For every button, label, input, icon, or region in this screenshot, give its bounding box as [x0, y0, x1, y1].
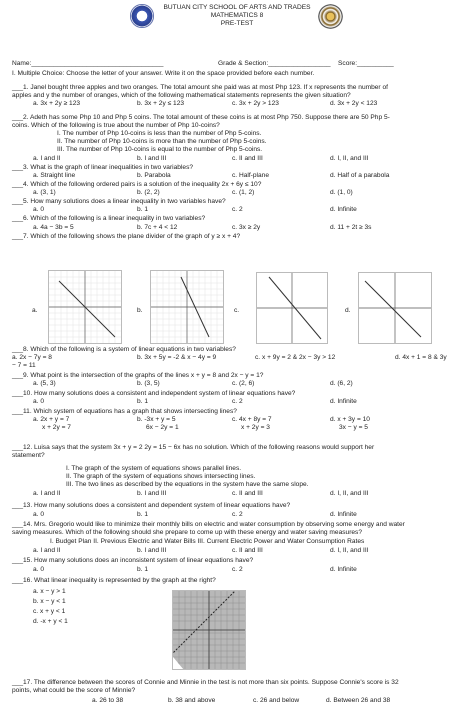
- q12-option: c. II and III: [232, 490, 263, 497]
- q7-option-letter: d.: [345, 307, 351, 314]
- q13-option: c. 2: [232, 511, 243, 518]
- grade-field-label: Grade & Section:_________________: [218, 60, 331, 67]
- q2-line-1: ___2. Adeth has some Php 10 and Php 5 coins. The total amount of these coins is at most Php 750. Suppose there are 50 Php 5-: [12, 114, 390, 121]
- q3-option: d. Half of a parabola: [330, 172, 390, 179]
- q10-line: ___10. How many solutions does a consistent and independent system of linear equations have?: [12, 390, 296, 397]
- q14-option: d. I, II, and III: [330, 547, 369, 554]
- q1-option: d. 3x + 2y < 123: [330, 100, 378, 107]
- q6-option: c. 3x ≥ 2y: [232, 224, 261, 231]
- q2-statement-ii: II. The number of Php 10-coins is more than the number of Php 5-coins.: [57, 138, 267, 145]
- q11-option: c. 4x + 8y = 7: [232, 416, 272, 423]
- q3-option: c. Half-plane: [232, 172, 270, 179]
- test-title: PRE-TEST: [220, 20, 254, 27]
- q12-statement-iii: III. The two lines as described by the equations in the system have the same slope.: [66, 481, 309, 488]
- q2-statement-i: I. The number of Php 10-coins is less than the number of Php 5-coins.: [57, 130, 262, 137]
- q14-option: c. II and III: [232, 547, 263, 554]
- q5-option: b. 1: [137, 206, 148, 213]
- q1-line-2: apples and y the number of oranges, which of the following mathematical statements represents the given situation?: [12, 92, 351, 99]
- name-field-label: Name:____________________________________: [12, 60, 164, 67]
- q14-line-3: I. Budget Plan II. Previous Electric and Water Bills III. Current Electric Power and Water Consumption Rates: [50, 538, 365, 545]
- q8-option: c. x + 9y = 2 & 2x − 3y > 12: [255, 354, 336, 361]
- q12-statement-i: I. The graph of the system of equations shows parallel lines.: [66, 465, 242, 472]
- q3-line: ___3. What is the graph of linear inequalities in two variables?: [12, 164, 194, 171]
- q4-option: b. (2, 2): [137, 189, 160, 196]
- q15-line: ___15. How many solutions does an inconsistent system of linear equations have?: [12, 557, 254, 564]
- q12-statement-ii: II. The graph of the system of equations shows intersecting lines.: [66, 473, 256, 480]
- q3-option: b. Parabola: [137, 172, 171, 179]
- subject-name: MATHEMATICS 8: [210, 12, 264, 19]
- q11-option-line2: 3x − y = 5: [339, 424, 368, 431]
- q7-graph-c: [256, 272, 328, 344]
- q12-line-2: statement?: [12, 452, 45, 459]
- instructions: I. Multiple Choice: Choose the letter of your answer. Write it on the space provided before each number.: [12, 70, 315, 77]
- q6-option: b. 7c + 4 < 12: [137, 224, 178, 231]
- q9-option: b. (3, 5): [137, 380, 160, 387]
- q7-option-letter: a.: [32, 307, 38, 314]
- q2-line-2: coins. Which of the following is true about the number of Php 10-coins?: [12, 122, 220, 129]
- q5-option: d. Infinite: [330, 206, 357, 213]
- q7-graph-a: [48, 270, 122, 344]
- q7-option-letter: c.: [234, 307, 240, 314]
- q14-line-2: saving measures. Which of the following should she prepare to come up with these energy and water saving measures?: [12, 529, 363, 536]
- q10-option: a. 0: [33, 398, 44, 405]
- q8-line: ___8. Which of the following is a system of linear equations in two variables?: [12, 346, 236, 353]
- q11-option-line2: 6x − 2y = 1: [146, 424, 179, 431]
- q4-line: ___4. Which of the following ordered pairs is a solution of the inequality 2x + 6y ≤ 10?: [12, 181, 262, 188]
- q1-option: b. 3x + 2y ≤ 123: [137, 100, 185, 107]
- q9-option: a. (5, 3): [33, 380, 56, 387]
- q8-option: d. 4x + 1 = 8 & 3y: [395, 354, 447, 361]
- q5-option: a. 0: [33, 206, 44, 213]
- q15-option: a. 0: [33, 566, 44, 573]
- q15-option: b. 1: [137, 566, 148, 573]
- q6-option: d. 11 + 2t ≥ 3s: [330, 224, 372, 231]
- q8-option: a. 2x − 7y = 8: [12, 354, 52, 361]
- q17-line-2: points, what could be the score of Minnie?: [12, 687, 136, 694]
- q7-graph-d: [358, 272, 432, 344]
- q16-graph: [172, 590, 246, 670]
- q16-option: d. -x + y < 1: [33, 618, 68, 625]
- q4-option: d. (1, 0): [330, 189, 353, 196]
- q4-option: a. (3, 1): [33, 189, 56, 196]
- q2-option: b. I and III: [137, 155, 167, 162]
- q12-option: a. I and II: [33, 490, 61, 497]
- q2-option: a. I and II: [33, 155, 61, 162]
- q4-option: c. (1, 2): [232, 189, 255, 196]
- q2-statement-iii: III. The number of Php 10-coins is equal to the number of Php 5-coins.: [57, 146, 263, 153]
- q16-option: a. x − y > 1: [33, 588, 66, 595]
- q13-option: a. 0: [33, 511, 44, 518]
- q9-line: ___9. What point is the intersection of the graphs of the lines x + y = 8 and 2x − y = 1?: [12, 372, 264, 379]
- q13-option: b. 1: [137, 511, 148, 518]
- q1-option: a. 3x + 2y ≥ 123: [33, 100, 81, 107]
- q5-line: ___5. How many solutions does a linear inequality in two variables have?: [12, 198, 226, 205]
- q7-option-letter: b.: [137, 307, 143, 314]
- q12-option: d. I, II, and III: [330, 490, 369, 497]
- q12-option: b. I and III: [137, 490, 167, 497]
- q14-option: b. I and III: [137, 547, 167, 554]
- q17-line-1: ___17. The difference between the scores of Connie and Minnie in the test is not more than six points. Suppose Connie's score is 32: [12, 679, 399, 686]
- q7-graph-b: [150, 270, 224, 344]
- q10-option: d. Infinite: [330, 398, 357, 405]
- q2-option: d. I, II, and III: [330, 155, 369, 162]
- q16-option: c. x + y < 1: [33, 608, 66, 615]
- q13-option: d. Infinite: [330, 511, 357, 518]
- q11-line: ___11. Which system of equations has a graph that shows intersecting lines?: [12, 408, 237, 415]
- school-name: BUTUAN CITY SCHOOL OF ARTS AND TRADES: [163, 4, 311, 11]
- q11-option: a. 2x + y = 7: [33, 416, 70, 423]
- q6-option: a. 4a − 3b = 5: [33, 224, 74, 231]
- q1-line-1: ___1. Janel bought three apples and two oranges. The total amount she paid was at most Php 123. If x represents the number of: [12, 84, 388, 91]
- q17-option: a. 26 to 38: [92, 697, 124, 704]
- q14-option: a. I and II: [33, 547, 61, 554]
- q11-option-line2: x + 2y = 3: [241, 424, 270, 431]
- q15-option: d. Infinite: [330, 566, 357, 573]
- q1-option: c. 3x + 2y > 123: [232, 100, 279, 107]
- q10-option: c. 2: [232, 398, 243, 405]
- q13-line: ___13. How many solutions does a consistent and dependent system of linear equations have?: [12, 502, 291, 509]
- q8-continuation: − 7 = 11: [12, 362, 36, 369]
- score-field-label: Score:__________: [338, 60, 394, 67]
- q10-option: b. 1: [137, 398, 148, 405]
- q9-option: d. (6, 2): [330, 380, 353, 387]
- q6-line: ___6. Which of the following is a linear inequality in two variables?: [12, 215, 206, 222]
- q16-option: b. x − y < 1: [33, 598, 66, 605]
- q11-option: d. x + 3y = 10: [330, 416, 370, 423]
- q3-option: a. Straight line: [33, 172, 76, 179]
- q2-option: c. II and III: [232, 155, 263, 162]
- q9-option: c. (2, 6): [232, 380, 255, 387]
- q12-line-1: ___12. Luisa says that the system 3x + y = 2 2y = 15 − 6x has no solution. Which of the following reasons would support her: [12, 444, 375, 451]
- q17-option: d. Between 26 and 38: [326, 697, 391, 704]
- q17-option: c. 26 and below: [253, 697, 300, 704]
- q7-line: ___7. Which of the following shows the plane divider of the graph of y ≥ x + 4?: [12, 233, 241, 240]
- q17-option: b. 38 and above: [168, 697, 216, 704]
- q11-option-line2: x + 2y = 7: [42, 424, 71, 431]
- q16-line: ___16. What linear inequality is represented by the graph at the right?: [12, 577, 216, 584]
- q5-option: c. 2: [232, 206, 243, 213]
- q8-option: b. 3x + 5y = -2 & x − 4y = 9: [137, 354, 217, 361]
- q15-option: c. 2: [232, 566, 243, 573]
- q14-line-1: ___14. Mrs. Gregorio would like to minimize their monthly bills on electric and water consumption by observing some energy and water: [12, 521, 405, 528]
- q11-option: b. -3x + y = 5: [137, 416, 176, 423]
